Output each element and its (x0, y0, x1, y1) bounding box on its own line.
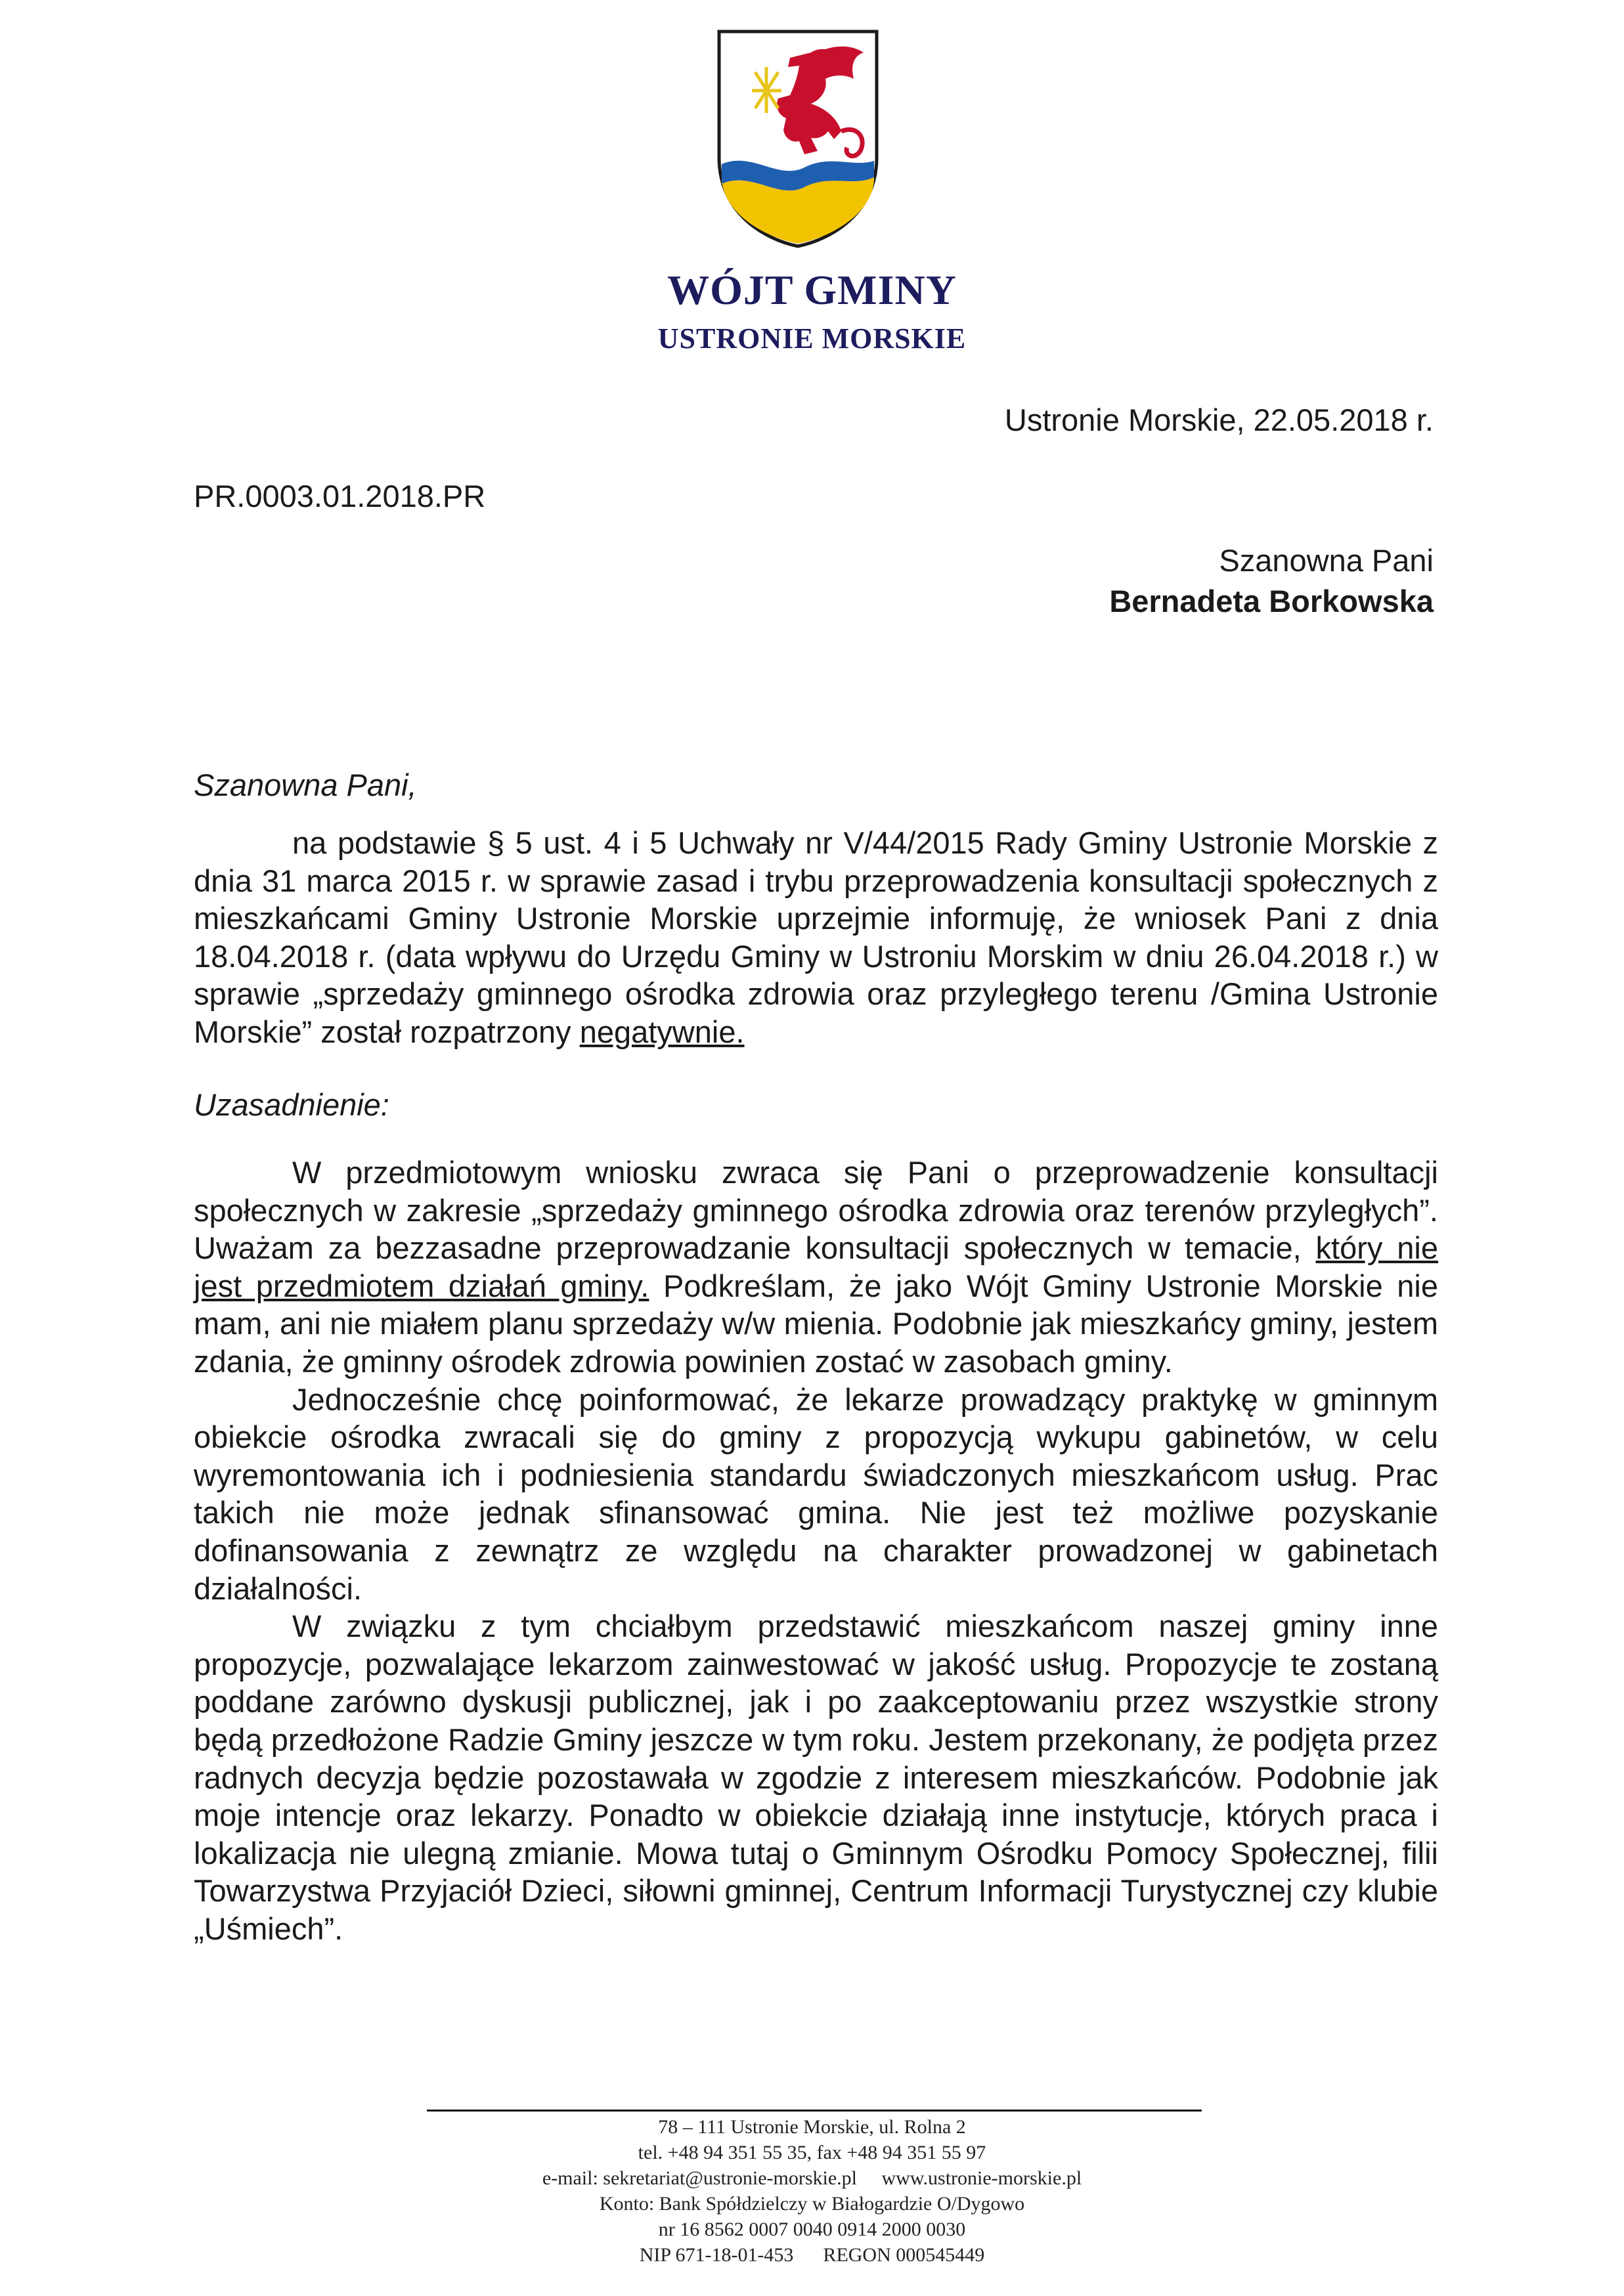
paragraph-proposals: W związku z tym chciałbym przedstawić mieszkańcom naszej gminy inne propozycje, pozwalające lekarzom zainwestować w jakość usług. Propozycje te zostaną poddane zarówno dyskusji publicznej, jak i po zaakceptowaniu przez wszystkie strony będą przedłożone Radzie Gminy jeszcze w tym roku. Jestem przekonany, że podjęta przez radnych decyzja będzie pozostawała w zgodzie z interesem mieszkańców. Podobnie jak moje intencje oraz lekarzy. Ponadto w obiekcie działają inne instytucje, których praca i lokalizacja nie ulegną zmianie. Mowa tutaj o Gminnym Ośrodku Pomocy Społecznej, filii Towarzystwa Przyjaciół Dzieci, siłowni gminnej, Centrum Informacji Turystycznej czy klubie „Uśmiech”. (194, 1609, 1438, 1946)
paragraph-justification-b: Podkreślam, że jako Wójt Gminy Ustronie Morskie nie mam, ani nie miałem planu sprzedaży w/w mienia. Podobnie jak mieszkańcy gminy, jestem zdania, że gminny ośrodek zdrowia powinien zostać w zasobach gminy. (194, 1268, 1438, 1379)
footer-address: 78 – 111 Ustronie Morskie, ul. Rolna 2 (658, 2116, 966, 2138)
paragraph-doctors: Jednocześnie chcę poinformować, że lekarze prowadzący praktykę w gminnym obiekcie ośrodka zwracali się do gminy z propozycją wykupu gabinetów, w celu wyremontowania ich i podniesienia standardu świadczonych mieszkańcom usług. Prac takich nie może jednak sfinansować gmina. Nie jest też możliwe pozyskanie dofinansowania z zewnątrz ze względu na charakter prowadzonej w gabinetach działalności. (194, 1381, 1438, 1606)
justification-heading: Uzasadnienie: (194, 1087, 389, 1122)
salutation: Szanowna Pani, (194, 768, 417, 802)
addressee-greeting: Szanowna Pani (1219, 543, 1434, 578)
griffin-coat-of-arms-icon (713, 26, 883, 249)
paragraph-decision-text: na podstawie § 5 ust. 4 i 5 Uchwały nr V/44/2015 Rady Gminy Ustronie Morskie z dnia 31 marca 2015 r. w sprawie zasad i trybu przeprowadzenia konsultacji społecznych z mieszkańcami Gminy Ustronie Morskie uprzejmie informuję, że wniosek Pani z dnia 18.04.2018 r. (data wpływu do Urzędu Gminy w Ustroniu Morskim w dniu 26.04.2018 r.) w sprawie „sprzedaży gminnego ośrodka zdrowia oraz przyległego terenu /Gmina Ustronie Morskie” został rozpatrzony (194, 825, 1438, 1049)
decision-verdict: negatywnie. (579, 1014, 745, 1049)
paragraph-decision (194, 824, 1438, 1051)
footer-account: nr 16 8562 0007 0040 0914 2000 0030 (658, 2219, 966, 2240)
footer-contact (0, 2114, 1624, 2268)
footer-ids: NIP 671-18-01-453 REGON 000545449 (639, 2244, 985, 2266)
footer-email-web: e-mail: sekretariat@ustronie-morskie.pl www.ustronie-morskie.pl (542, 2167, 1082, 2189)
addressee-block (1109, 540, 1434, 622)
footer-bank: Konto: Bank Spółdzielczy w Białogardzie O/Dygowo (599, 2193, 1025, 2215)
issuer-subtitle: USTRONIE MORSKIE (657, 322, 967, 355)
justification-body (194, 1154, 1438, 1947)
place-date: Ustronie Morskie, 22.05.2018 r. (1004, 402, 1434, 437)
reference-number: PR.0003.01.2018.PR (194, 479, 486, 513)
addressee-name: Bernadeta Borkowska (1109, 584, 1434, 618)
issuer-title: WÓJT GMINY (667, 267, 957, 313)
paragraph-justification-a: W przedmiotowym wniosku zwraca się Pani o przeprowadzenie konsultacji społecznych w zakresie „sprzedaży gminnego ośrodka zdrowia oraz terenów przyległych”. Uważam za bezzasadne przeprowadzanie konsultacji społecznych w temacie, (194, 1155, 1438, 1266)
footer-divider (427, 2110, 1202, 2112)
footer-phone: tel. +48 94 351 55 35, fax +48 94 351 55 97 (638, 2142, 986, 2163)
underlined-phrase: który nie jest przedmiotem działań gminy. (194, 1230, 1438, 1303)
